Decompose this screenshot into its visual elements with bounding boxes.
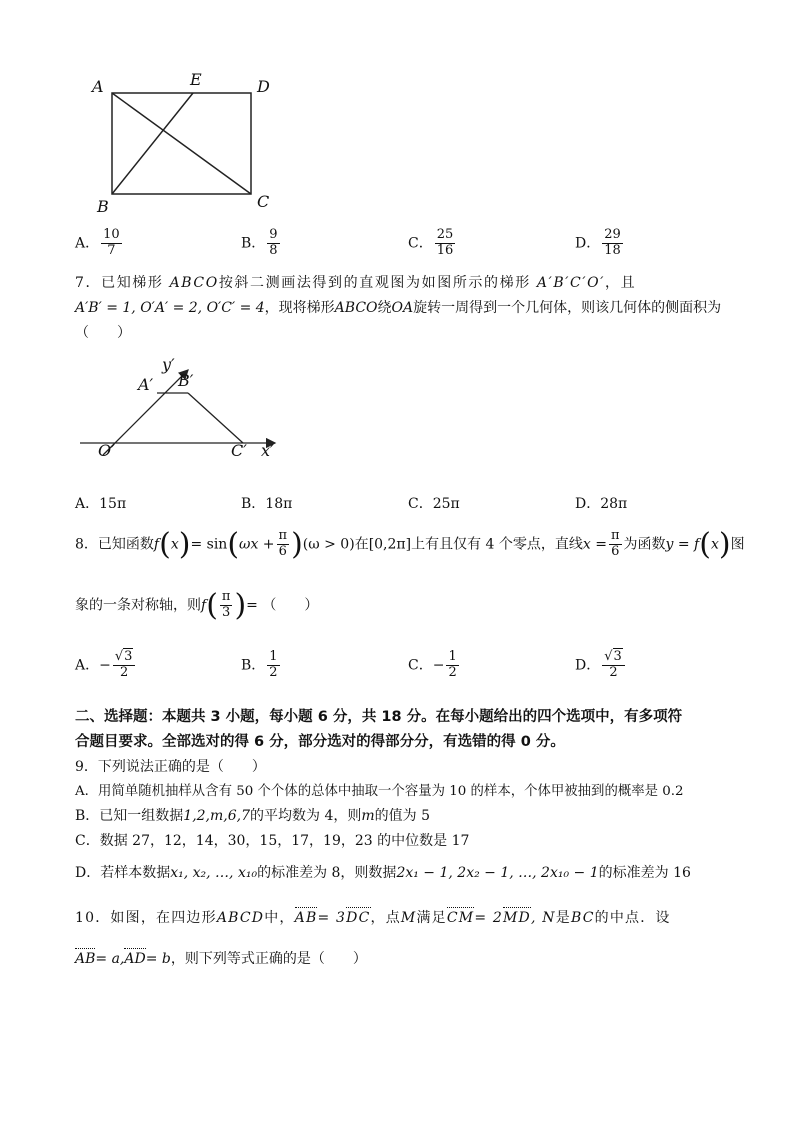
q9-option-b: B．已知一组数据1,2,m,6,7的平均数为 4，则m的值为 5 [75,808,431,824]
rectangle-figure [85,65,285,225]
q9-option-c: C．数据 27，12，14，30，15，17，19，23 的中位数是 17 [75,833,470,849]
section-2-heading-line1: 二、选择题：本题共 3 小题，每小题 6 分，共 18 分。在每小题给出的四个选项中，有多项符 [75,709,683,725]
q8-option-d: D． $\frac{√3}{2}$ [575,650,627,681]
q9-stem: 9．下列说法正确的是（ ） [75,759,266,775]
label-x-axis: x′ [261,441,274,460]
label-C-prime: C′ [231,441,247,460]
q8-option-b: B． $\frac{1}{2}$ [241,649,278,680]
section-2-heading-line2: 合题目要求。全部选对的得 6 分，部分选对的得部分分，有选错的得 0 分。 [75,734,565,750]
q8-option-c: C．− $\frac{1}{2}$ [408,649,457,680]
q9-option-a: A．用简单随机抽样从含有 50 个个体的总体中抽取一个容量为 10 的样本，个体甲被抽到的概率是 0.2 [75,784,684,799]
q6-option-c: C． $\frac{25}{16}$ [408,227,454,258]
label-A: A [92,77,104,96]
q6-option-a: A． $\frac{10}{7}$ [75,227,120,258]
q7-option-d: D．28π [575,496,628,512]
label-y-axis: y′ [162,355,175,374]
q8-option-a: A．− $\frac{√3}{2}$ [75,650,137,681]
q7-option-c: C．25π [408,496,460,512]
label-B-prime: B′ [178,371,194,390]
q10-stem-line1: 10．如图，在四边形ABCD中，AB= 3DC，点M满足CM= 2MD, N是BC的中点．设 [75,910,671,926]
label-E: E [190,70,202,89]
q7-stem-line2: A′B′ = 1, O′A′ = 2, O′C′ = 4，现将梯形ABCO绕OA旋转一周得到一个几何体，则该几何体的侧面积为 [75,300,722,316]
q7-stem-line3: （ ） [75,325,131,341]
trapezoid-figure [75,355,295,465]
q6-option-d: D． $\frac{29}{18}$ [575,227,621,258]
q10-stem-line2: AB= a,AD= b，则下列等式正确的是（ ） [75,951,367,967]
q9-option-d: D．若样本数据x₁, x₂, …, x₁₀的标准差为 8，则数据2x₁ − 1, 2x₂ − 1, …, 2x₁₀ − 1的标准差为 16 [75,865,691,881]
q6-option-b: B． $\frac{9}{8}$ [241,227,278,258]
label-C: C [257,192,270,211]
q7-option-a: A．15π [75,496,127,512]
q8-stem-line2: 象的一条对称轴，则f( $\frac{\pi}{3}$ )= （ ） [75,588,319,623]
q8-stem-line1: 8．已知函数f(x)= sin(ωx + $\frac{\pi}{6}$ )(ω > 0)在[0,2π]上有且仅有 4 个零点，直线x = $\frac{\pi}{6}$ 为函数y = f(x)图 [75,527,745,562]
label-O-prime: O′ [98,441,115,460]
rectangle-diagram [85,65,285,225]
q7-stem-line1: 7．已知梯形 ABCO按斜二测画法得到的直观图为如图所示的梯形 A′B′C′O′，且 [75,275,637,291]
label-B: B [97,197,109,216]
q7-option-b: B．18π [241,496,293,512]
label-D: D [257,77,270,96]
label-A-prime: A′ [138,375,154,394]
